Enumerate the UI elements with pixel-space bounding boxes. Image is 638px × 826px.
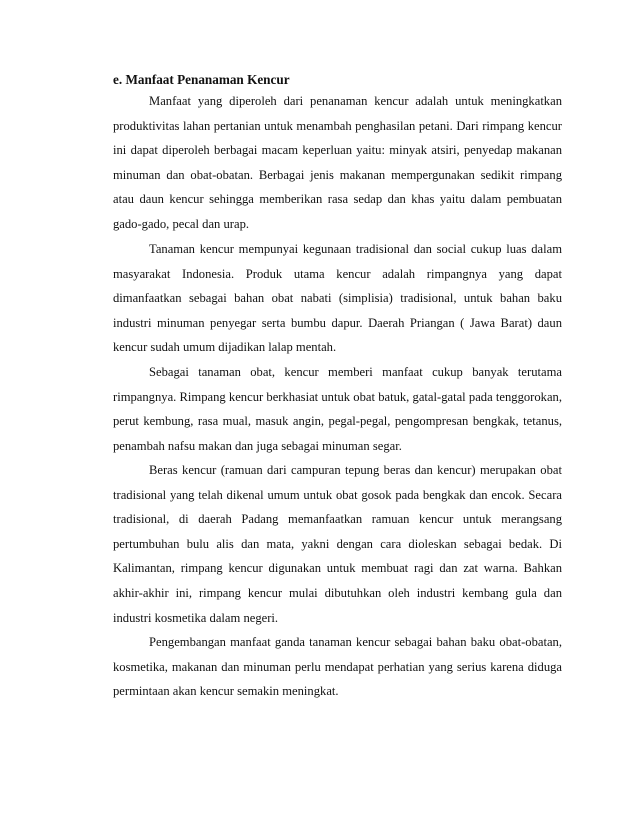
paragraph: Beras kencur (ramuan dari campuran tepung beras dan kencur) merupakan obat tradisional yang telah dikenal umum untuk obat gosok pada bengkak dan encok. Secara tradisional, di daerah Padang memanfaatkan ramuan kencur untuk merangsang pertumbuhan bulu alis dan mata, yakni dengan cara dioleskan sebagai bedak. Di Kalimantan, rimpang kencur digunakan untuk membuat ragi dan zat warna. Bahkan akhir-akhir ini, rimpang kencur mulai dibutuhkan oleh industri kembang gula dan industri kosmetika dalam negeri. [113,463,562,625]
section-heading: e. Manfaat Penanaman Kencur [113,72,290,87]
paragraph: Manfaat yang diperoleh dari penanaman kencur adalah untuk meningkatkan produktivitas lahan pertanian untuk menambah penghasilan petani. Dari rimpang kencur ini dapat diperoleh berbagai macam keperluan yaitu: minyak atsiri, penyedap makanan minuman dan obat-obatan. Berbagai jenis makanan mempergunakan sedikit rimpang atau daun kencur sehingga memberikan rasa sedap dan khas yaitu dalam pembuatan gado-gado, pecal dan urap. [113,94,562,231]
paragraph: Tanaman kencur mempunyai kegunaan tradisional dan social cukup luas dalam masyarakat Indonesia. Produk utama kencur adalah rimpangnya yang dapat dimanfaatkan sebagai bahan obat nabati (simplisia) tradisional, untuk bahan baku industri minuman penyegar serta bumbu dapur. Daerah Priangan ( Jawa Barat) daun kencur sudah umum dijadikan lalap mentah. [113,242,562,355]
paragraph: Sebagai tanaman obat, kencur memberi manfaat cukup banyak terutama rimpangnya. Rimpang kencur berkhasiat untuk obat batuk, gatal-gatal pada tenggorokan, perut kembung, rasa mual, masuk angin, pegal-pegal, pengompresan bengkak, tetanus, penambah nafsu makan dan juga sebagai minuman segar. [113,365,562,453]
paragraph: Pengembangan manfaat ganda tanaman kencur sebagai bahan baku obat-obatan, kosmetika, makanan dan minuman perlu mendapat perhatian yang serius karena diduga permintaan akan kencur semakin meningkat. [113,635,562,699]
